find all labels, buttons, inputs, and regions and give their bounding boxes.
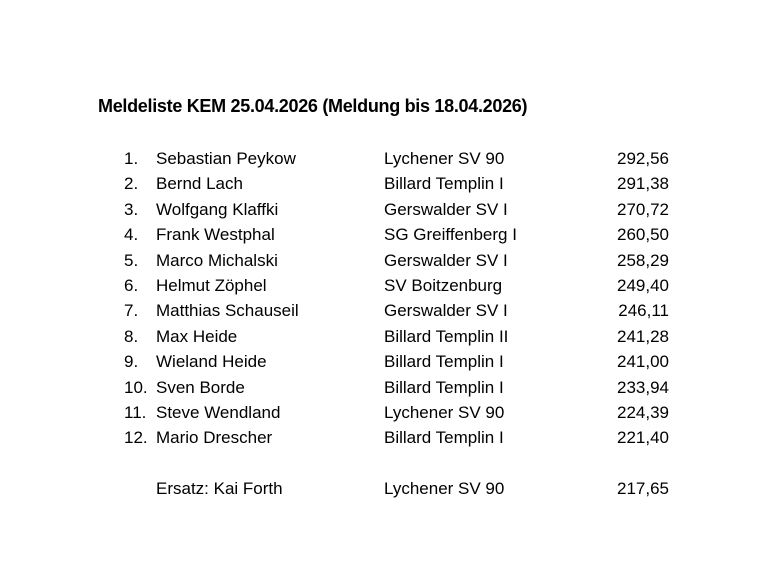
substitute-name: Ersatz: Kai Forth (156, 479, 283, 499)
player-name: Sven Borde (156, 377, 245, 397)
club-name: Lychener SV 90 (384, 479, 505, 499)
club-name: SG Greiffenberg I (384, 225, 517, 245)
table-row (124, 222, 684, 247)
score-value: 292,56 (617, 149, 669, 168)
rank-number: 6. (124, 275, 139, 295)
substitute-row (124, 476, 684, 501)
club-name: Billard Templin I (384, 377, 504, 397)
rank-number: 4. (124, 225, 139, 245)
table-row (124, 425, 684, 450)
table-row (124, 349, 684, 374)
score-value: 217,65 (617, 479, 669, 499)
table-row (124, 375, 684, 400)
score-value: 233,94 (617, 377, 669, 397)
rank-number: 2. (124, 174, 139, 194)
table-row (124, 171, 684, 196)
club-name: Lychener SV 90 (384, 402, 505, 422)
player-name: Mario Drescher (156, 428, 273, 448)
player-name: Frank Westphal (156, 225, 275, 245)
club-name: SV Boitzenburg (384, 275, 503, 295)
score-value: 249,40 (617, 275, 669, 295)
player-name: Sebastian Peykow (156, 149, 296, 168)
rank-number: 10. (124, 377, 148, 397)
player-name: Matthias Schauseil (156, 301, 299, 321)
player-name: Steve Wendland (156, 402, 281, 422)
table-row (124, 248, 684, 273)
club-name: Billard Templin I (384, 352, 504, 372)
club-name: Lychener SV 90 (384, 149, 505, 168)
club-name: Gerswalder SV I (384, 250, 508, 270)
score-value: 270,72 (617, 199, 669, 219)
player-name: Wolfgang Klaffki (156, 199, 279, 219)
score-value: 258,29 (617, 250, 669, 270)
score-value: 224,39 (617, 402, 669, 422)
table-row (124, 197, 684, 222)
table-row (124, 324, 684, 349)
rank-number: 1. (124, 149, 139, 168)
club-name: Gerswalder SV I (384, 199, 508, 219)
row-spacer (124, 451, 684, 476)
player-name: Helmut Zöphel (156, 275, 267, 295)
rank-number: 3. (124, 199, 139, 219)
rank-number: 5. (124, 250, 139, 270)
rank-number: 12. (124, 428, 148, 448)
player-name: Wieland Heide (156, 352, 267, 372)
score-value: 291,38 (617, 174, 669, 194)
player-name: Max Heide (156, 326, 238, 346)
table-row (124, 400, 684, 425)
score-value: 241,28 (617, 326, 669, 346)
page-title: Meldeliste KEM 25.04.2026 (Meldung bis 18.04.2026) (98, 96, 528, 116)
club-name: Gerswalder SV I (384, 301, 508, 321)
club-name: Billard Templin I (384, 428, 504, 448)
table-row (124, 298, 684, 323)
club-name: Billard Templin I (384, 174, 504, 194)
table-row (124, 273, 684, 298)
score-value: 260,50 (617, 225, 669, 245)
table-row (124, 146, 684, 171)
entry-list (124, 146, 684, 501)
score-value: 246,11 (618, 301, 669, 321)
rank-number: 8. (124, 326, 139, 346)
score-value: 241,00 (617, 352, 669, 372)
rank-number: 7. (124, 301, 139, 321)
player-name: Bernd Lach (156, 174, 243, 194)
club-name: Billard Templin II (384, 326, 509, 346)
score-value: 221,40 (617, 428, 669, 448)
rank-number: 11. (124, 402, 147, 422)
player-name: Marco Michalski (156, 250, 278, 270)
rank-number: 9. (124, 352, 139, 372)
